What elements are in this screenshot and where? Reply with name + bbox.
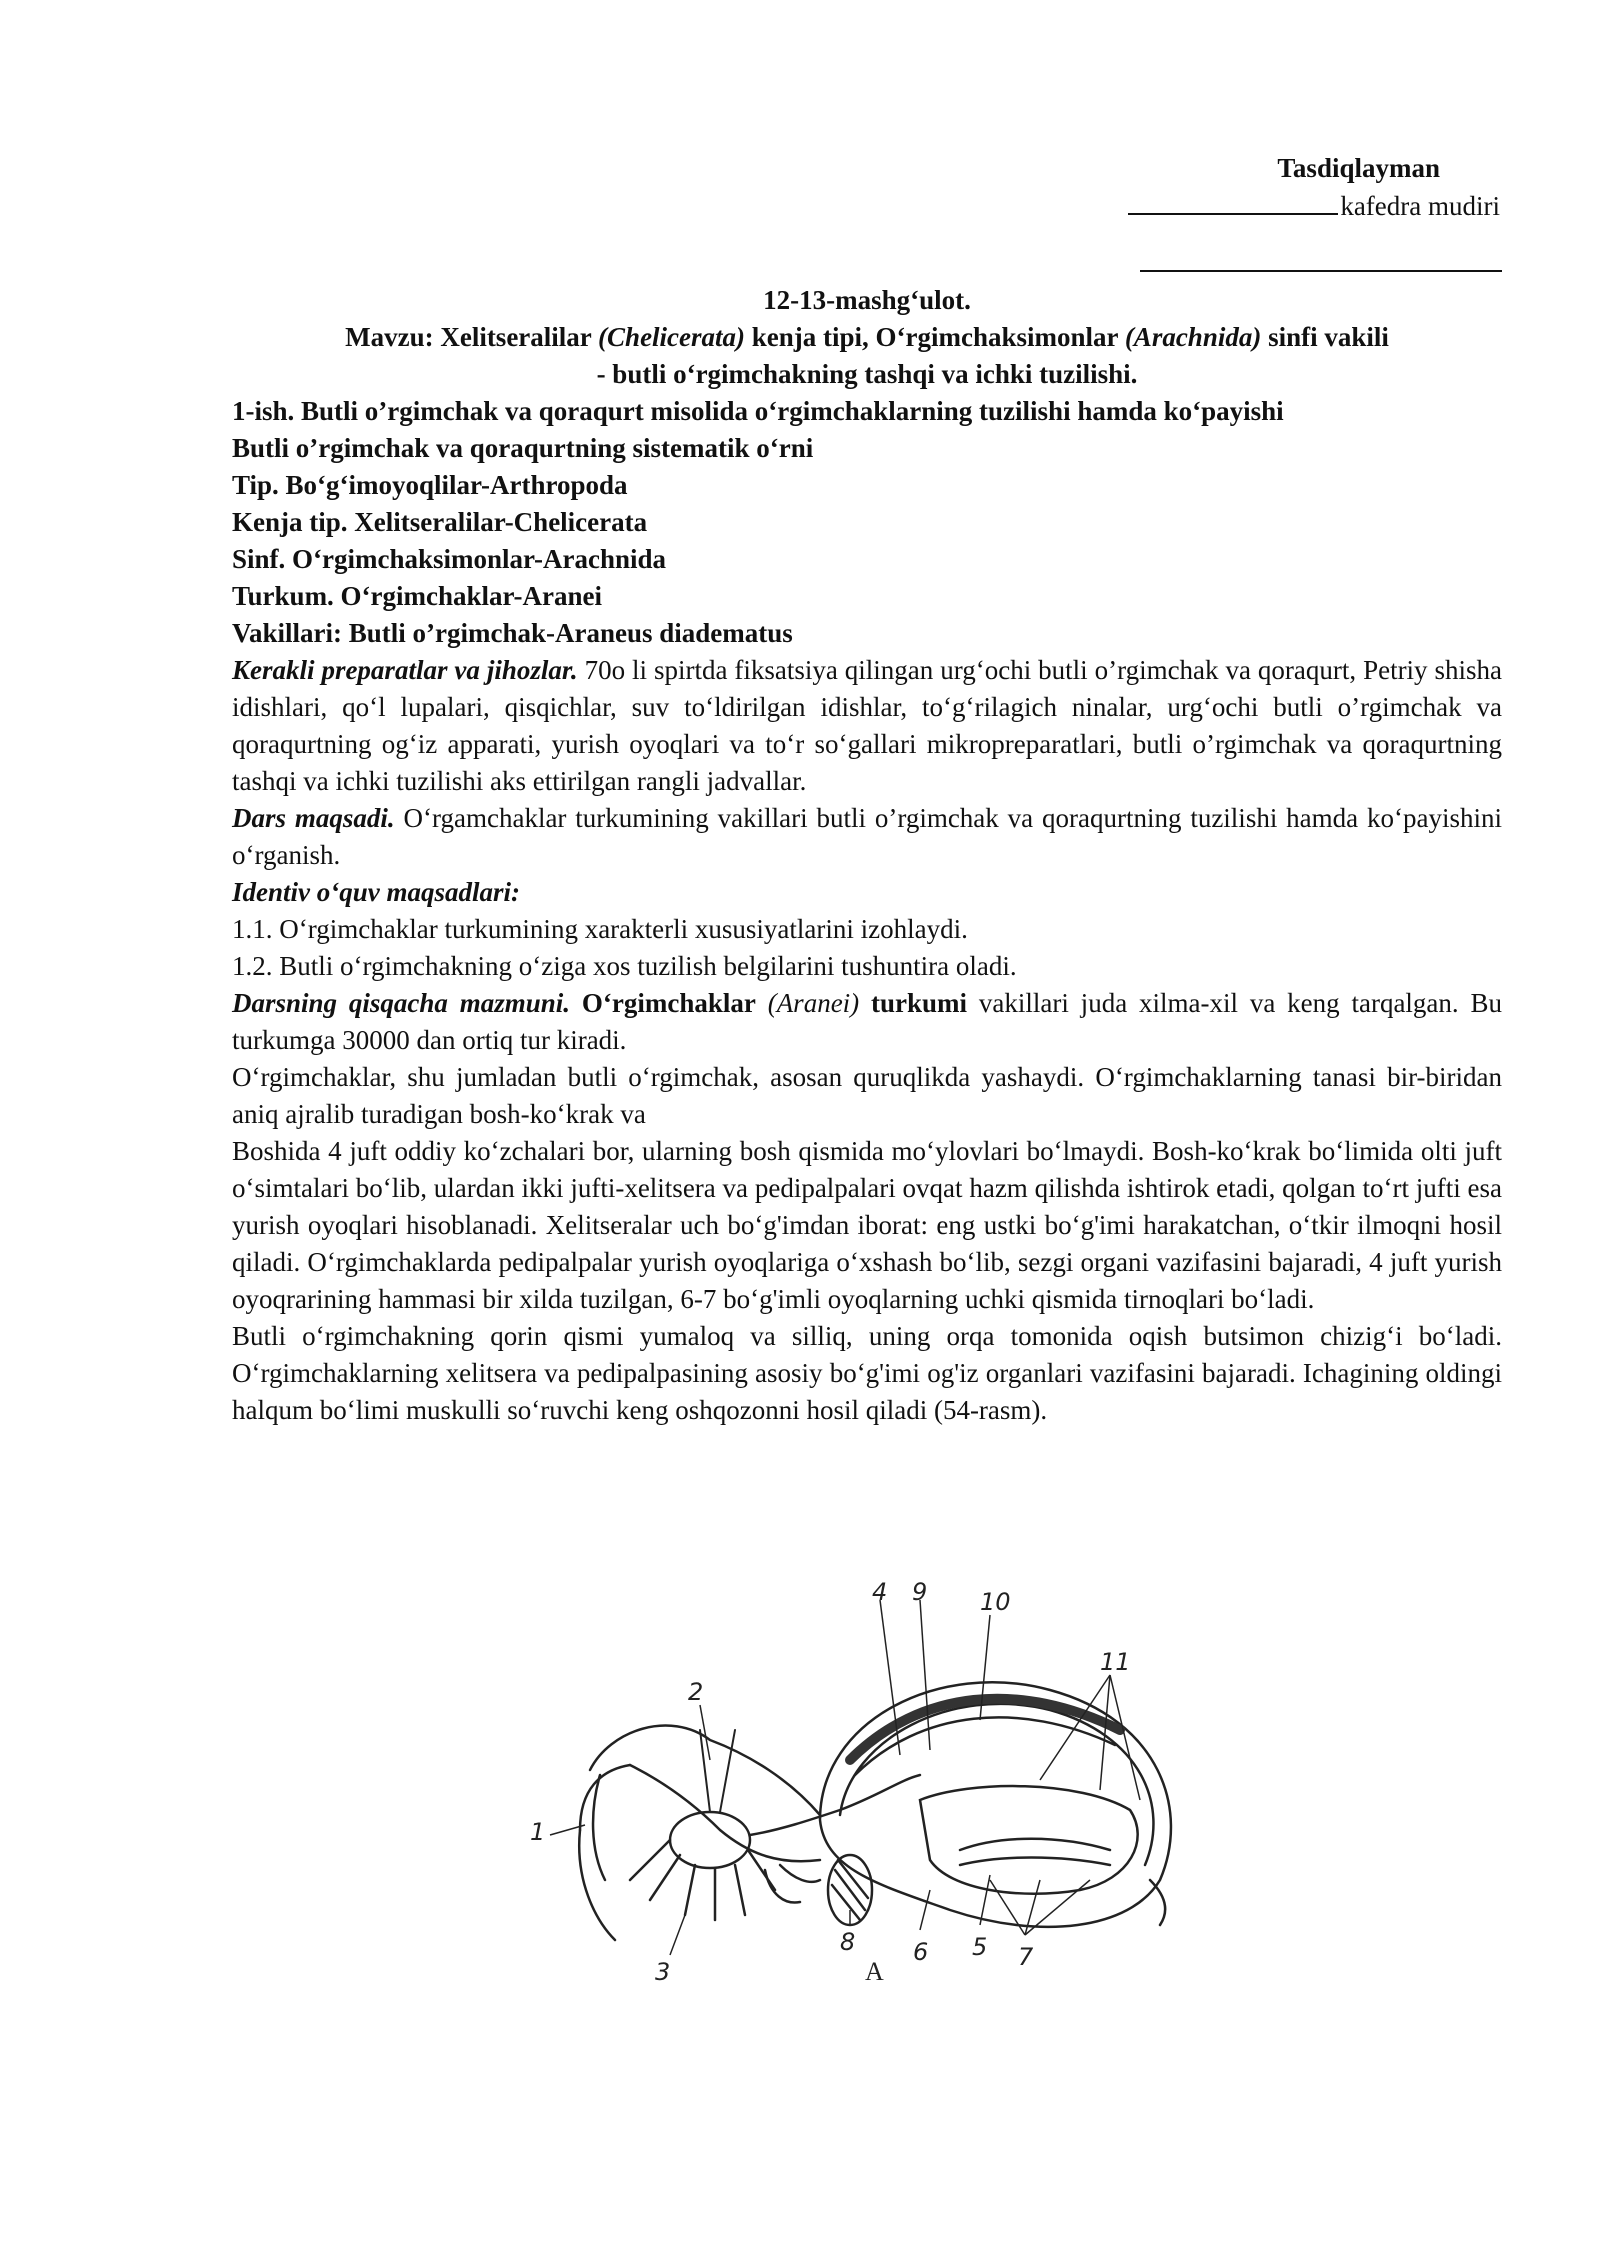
taxon-kenja: Kenja tip. Xelitseralilar-Chelicerata: [232, 507, 648, 537]
spider-outline: [579, 1682, 1171, 1940]
summary-bold: O‘rgimchaklar: [581, 988, 756, 1018]
goal-label: Dars maqsadi.: [232, 803, 395, 833]
approval-line: [1080, 187, 1500, 225]
summary-text: vakillari juda xilma-xil va keng tarqalgan. Bu turkumga 30000 dan ortiq tur kiradi.: [232, 988, 1503, 1055]
label-8: 8: [840, 1928, 856, 1956]
goal-text: O‘rgamchaklar turkumining vakillari butli o’rgimchak va qoraqurtning tuzilishi hamda ko‘payishini o‘rganish.: [232, 803, 1502, 870]
figure-caption: A: [865, 1957, 884, 1986]
work-title: 1-ish. Butli o’rgimchak va qoraqurt misolida o‘rgimchaklarning tuzilishi hamda ko‘payishi: [232, 396, 1284, 426]
spider-anatomy-figure: [520, 1580, 1210, 2000]
topic-part: kenja tipi, O‘rgimchaksimonlar: [745, 322, 1125, 352]
taxon-sinf: Sinf. O‘rgimchaksimonlar-Arachnida: [232, 544, 667, 574]
body-paragraph: Boshida 4 juft oddiy ko‘zchalari bor, ularning bosh qismida mo‘ylovlari bo‘lmaydi. Bosh-ko‘krak bo‘limida olti juft o‘simtalari bo‘lib, ulardan ikki jufti-xelitsera va pedipalpalari ovqat hazm qilishda ishtirok etadi, qolgan to‘rt jufti esa yurish oyoqlari hisoblanadi. Xelitseralar uch bo‘g'imdan iborat: eng ustki bo‘g'imi harakatchan, o‘tkir ilmoqni hosil qiladi. O‘rgimchaklarda pedipalpalar yurish oyoqlariga o‘xshash bo‘lib, sezgi organi vazifasini bajaradi, 4 juft yurish oyoqrarining hammasi bir xilda tuzilgan, 6-7 bo‘g'imli oyoqlarning uchki qismida tirnoqlari bo‘ladi.: [232, 1136, 1502, 1314]
label-1: 1: [530, 1818, 546, 1846]
document-body: [232, 282, 1502, 1429]
equipment-text: 70o li spirtda fiksatsiya qilingan urg‘ochi butli o’rgimchak va qoraqurt, Petriy shisha idishlari, qo‘l lupalari, qisqichlar, suv to‘ldirilgan idishlar, to‘g‘rilagich ninalar, urg‘ochi butli o’rgimchak va qoraqurtning og‘iz apparati, yurish oyoqlari va to‘r so‘gallari mikropreparatlari, butli o’rgimchak va qoraqurtning tashqi va ichki tuzilishi aks ettirilgan rangli jadvallar.: [232, 655, 1503, 796]
label-9: 9: [912, 1580, 928, 1606]
spider-anatomy-drawing: [520, 1580, 1210, 2000]
label-10: 10: [980, 1588, 1011, 1616]
body-paragraph: Butli o‘rgimchakning qorin qismi yumaloq va silliq, uning orqa tomonida oqish butsimon chizig‘i bo‘ladi. O‘rgimchaklarning xelitsera va pedipalpasining asosiy bo‘g'imi og'iz organlari vazifasini bajaradi. Ichagining oldingi halqum bo‘limi muskulli so‘ruvchi keng oshqozonni hosil qiladi (54-rasm).: [232, 1321, 1502, 1425]
label-6: 6: [913, 1938, 929, 1966]
systematics-title: Butli o’rgimchak va qoraqurtning sistematik o‘rni: [232, 433, 814, 463]
taxon-vakillari: Vakillari: Butli o’rgimchak-Araneus diadematus: [232, 618, 793, 648]
label-11: 11: [1100, 1648, 1131, 1676]
objective-item: 1.1. O‘rgimchaklar turkumining xarakterli xususiyatlarini izohlaydi.: [232, 914, 968, 944]
signature-blank: [1128, 187, 1338, 215]
equipment-label: Kerakli preparatlar va jihozlar.: [232, 655, 578, 685]
topic-latin-1: (Chelicerata): [598, 322, 746, 352]
label-3: 3: [655, 1958, 671, 1986]
approval-position: kafedra mudiri: [1340, 191, 1500, 221]
summary-paragraph: [232, 985, 1502, 1059]
figure-labels: [530, 1580, 1140, 1986]
approval-block: [1080, 150, 1500, 225]
approval-title: Tasdiqlayman: [1277, 153, 1440, 183]
topic-part: sinfi vakili: [1261, 322, 1389, 352]
topic-subtitle: - butli o‘rgimchakning tashqi va ichki tuzilishi.: [596, 359, 1138, 389]
summary-label: Darsning qisqacha mazmuni.: [232, 988, 571, 1018]
objective-item: 1.2. Butli o‘rgimchakning o‘ziga xos tuzilish belgilarini tushuntira oladi.: [232, 951, 1017, 981]
equipment-paragraph: [232, 652, 1502, 800]
summary-bold: turkumi: [871, 988, 968, 1018]
label-2: 2: [688, 1678, 704, 1706]
lesson-number: 12-13-mashg‘ulot.: [763, 285, 971, 315]
topic-title: [232, 319, 1502, 356]
label-4: 4: [872, 1580, 888, 1606]
name-blank: [1140, 270, 1502, 272]
objectives-label: Identiv o‘quv maqsadlari:: [232, 877, 520, 907]
topic-part: Mavzu: Xelitseralilar: [345, 322, 599, 352]
body-paragraph: O‘rgimchaklar, shu jumladan butli o‘rgimchak, asosan quruqlikda yashaydi. O‘rgimchaklarning tanasi bir-biridan aniq ajralib turadigan bosh-ko‘krak va: [232, 1062, 1502, 1129]
taxon-turkum: Turkum. O‘rgimchaklar-Aranei: [232, 581, 602, 611]
taxon-tip: Tip. Bo‘g‘imoyoqlilar-Arthropoda: [232, 470, 628, 500]
goal-paragraph: [232, 800, 1502, 874]
topic-latin-2: (Arachnida): [1124, 322, 1262, 352]
summary-italic: (Aranei): [767, 988, 860, 1018]
label-7: 7: [1018, 1943, 1034, 1971]
label-5: 5: [972, 1933, 988, 1961]
